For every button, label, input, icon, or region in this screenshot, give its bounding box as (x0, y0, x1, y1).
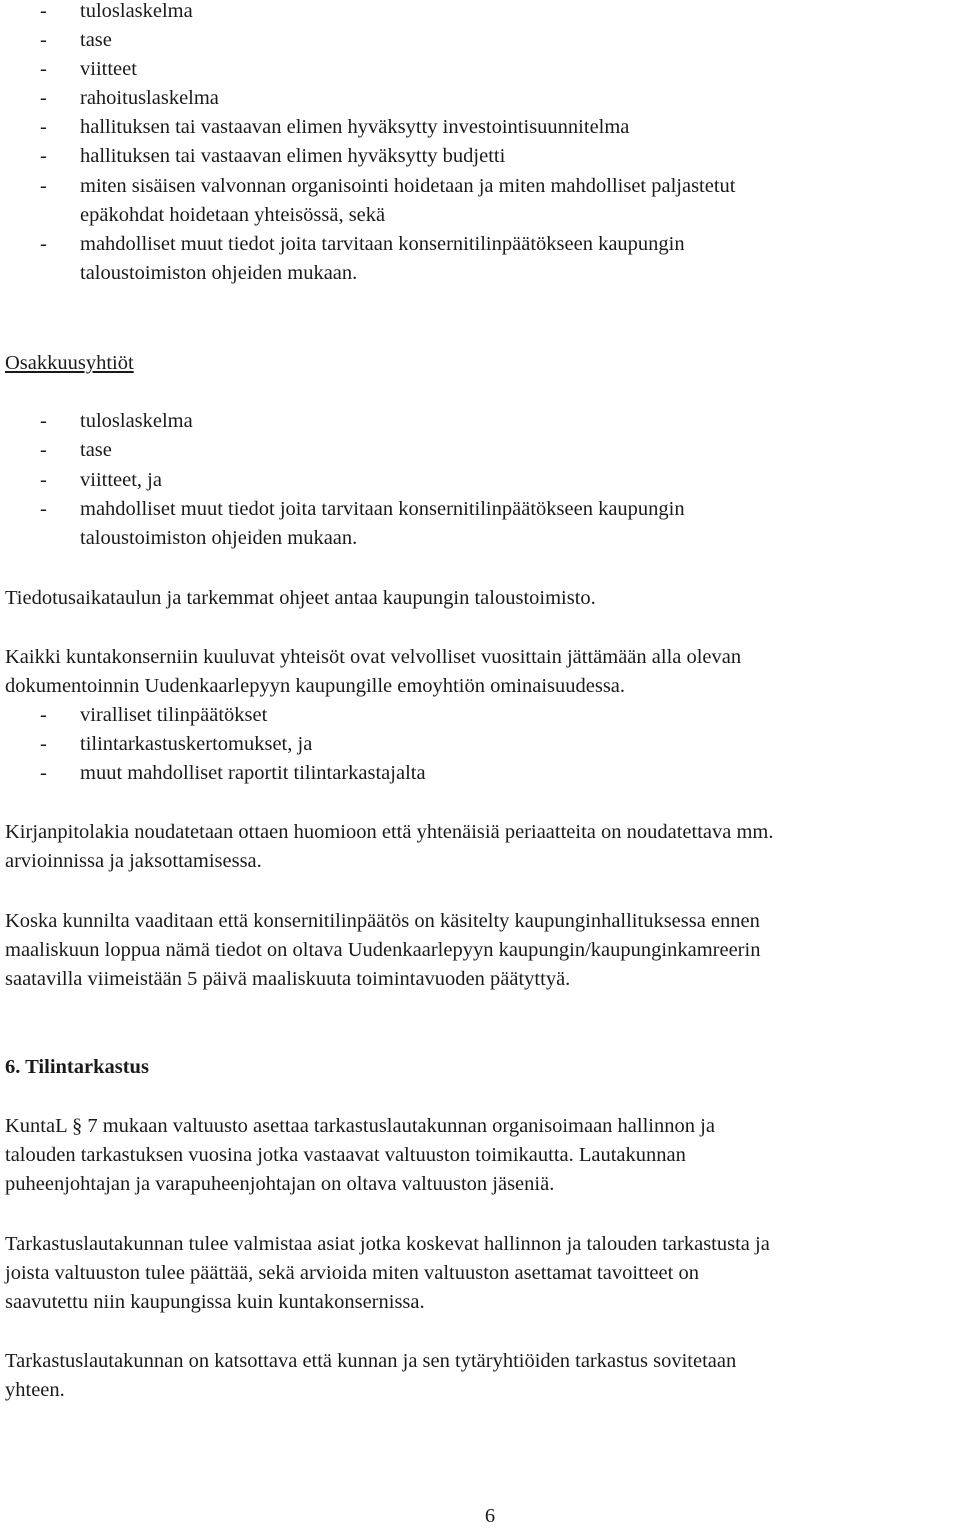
bullet-dash: - (40, 145, 47, 167)
paragraph-line: Tiedotusaikataulun ja tarkemmat ohjeet antaa kaupungin taloustoimisto. (5, 587, 596, 609)
paragraph-line: Tarkastuslautakunnan on katsottava että kunnan ja sen tytäryhtiöiden tarkastus sovitetaan (5, 1350, 737, 1372)
bullet-dash: - (40, 762, 47, 784)
list-item: tase (80, 29, 112, 51)
bullet-dash: - (40, 0, 47, 22)
paragraph-line: Kaikki kuntakonserniin kuuluvat yhteisöt ovat velvolliset vuosittain jättämään alla olevan (5, 646, 742, 668)
list-item-continuation: taloustoimiston ohjeiden mukaan. (80, 262, 358, 284)
bullet-dash: - (40, 175, 47, 197)
bullet-dash: - (40, 29, 47, 51)
paragraph-line: arvioinnissa ja jaksottamisessa. (5, 850, 262, 872)
list-item: tase (80, 439, 112, 461)
paragraph-line: dokumentoinnin Uudenkaarlepyyn kaupungille emoyhtiön ominaisuudessa. (5, 675, 626, 697)
list-item: mahdolliset muut tiedot joita tarvitaan konsernitilinpäätökseen kaupungin (80, 498, 685, 520)
bullet-dash: - (40, 469, 47, 491)
list-item: hallituksen tai vastaavan elimen hyväksytty budjetti (80, 145, 506, 167)
bullet-dash: - (40, 439, 47, 461)
bullet-dash: - (40, 233, 47, 255)
list-item: tilintarkastuskertomukset, ja (80, 733, 313, 755)
bullet-dash: - (40, 410, 47, 432)
bullet-dash: - (40, 733, 47, 755)
bullet-dash: - (40, 58, 47, 80)
paragraph-line: joista valtuuston tulee päättää, sekä arvioida miten valtuuston asettamat tavoitteet on (5, 1262, 699, 1284)
list-item: tuloslaskelma (80, 0, 193, 22)
paragraph-line: Kirjanpitolakia noudatetaan ottaen huomioon että yhtenäisiä periaatteita on noudatettava mm. (5, 821, 774, 843)
paragraph-line: KuntaL § 7 mukaan valtuusto asettaa tarkastuslautakunnan organisoimaan hallinnon ja (5, 1115, 715, 1137)
list-item: mahdolliset muut tiedot joita tarvitaan konsernitilinpäätökseen kaupungin (80, 233, 685, 255)
list-item: rahoituslaskelma (80, 87, 219, 109)
paragraph-line: saatavilla viimeistään 5 päivä maaliskuuta toimintavuoden päätyttyä. (5, 968, 571, 990)
page-number: 6 (484, 1505, 496, 1527)
bullet-dash: - (40, 116, 47, 138)
list-item: viitteet (80, 58, 137, 80)
bullet-dash: - (40, 498, 47, 520)
paragraph-line: yhteen. (5, 1379, 65, 1401)
paragraph-line: saavutettu niin kaupungissa kuin kuntakonsernissa. (5, 1291, 425, 1313)
paragraph-line: puheenjohtajan ja varapuheenjohtajan on oltava valtuuston jäseniä. (5, 1173, 555, 1195)
list-item: viitteet, ja (80, 469, 162, 491)
bullet-dash: - (40, 704, 47, 726)
section-heading: 6. Tilintarkastus (5, 1056, 149, 1078)
paragraph-line: maaliskuun loppua nämä tiedot on oltava Uudenkaarlepyyn kaupungin/kaupunginkamreerin (5, 939, 761, 961)
list-item-continuation: epäkohdat hoidetaan yhteisössä, sekä (80, 204, 386, 226)
list-item: muut mahdolliset raportit tilintarkastajalta (80, 762, 426, 784)
list-item: hallituksen tai vastaavan elimen hyväksytty investointisuunnitelma (80, 116, 630, 138)
list-item: tuloslaskelma (80, 410, 193, 432)
section-subheading: Osakkuusyhtiöt (5, 352, 134, 374)
paragraph-line: talouden tarkastuksen vuosina jotka vastaavat valtuuston toimikautta. Lautakunnan (5, 1144, 686, 1166)
paragraph-line: Tarkastuslautakunnan tulee valmistaa asiat jotka koskevat hallinnon ja talouden tarkastusta ja (5, 1233, 770, 1255)
paragraph-line: Koska kunnilta vaaditaan että konsernitilinpäätös on käsitelty kaupunginhallituksessa ennen (5, 910, 760, 932)
bullet-dash: - (40, 87, 47, 109)
list-item-continuation: taloustoimiston ohjeiden mukaan. (80, 527, 358, 549)
list-item: viralliset tilinpäätökset (80, 704, 268, 726)
list-item: miten sisäisen valvonnan organisointi hoidetaan ja miten mahdolliset paljastetut (80, 175, 736, 197)
